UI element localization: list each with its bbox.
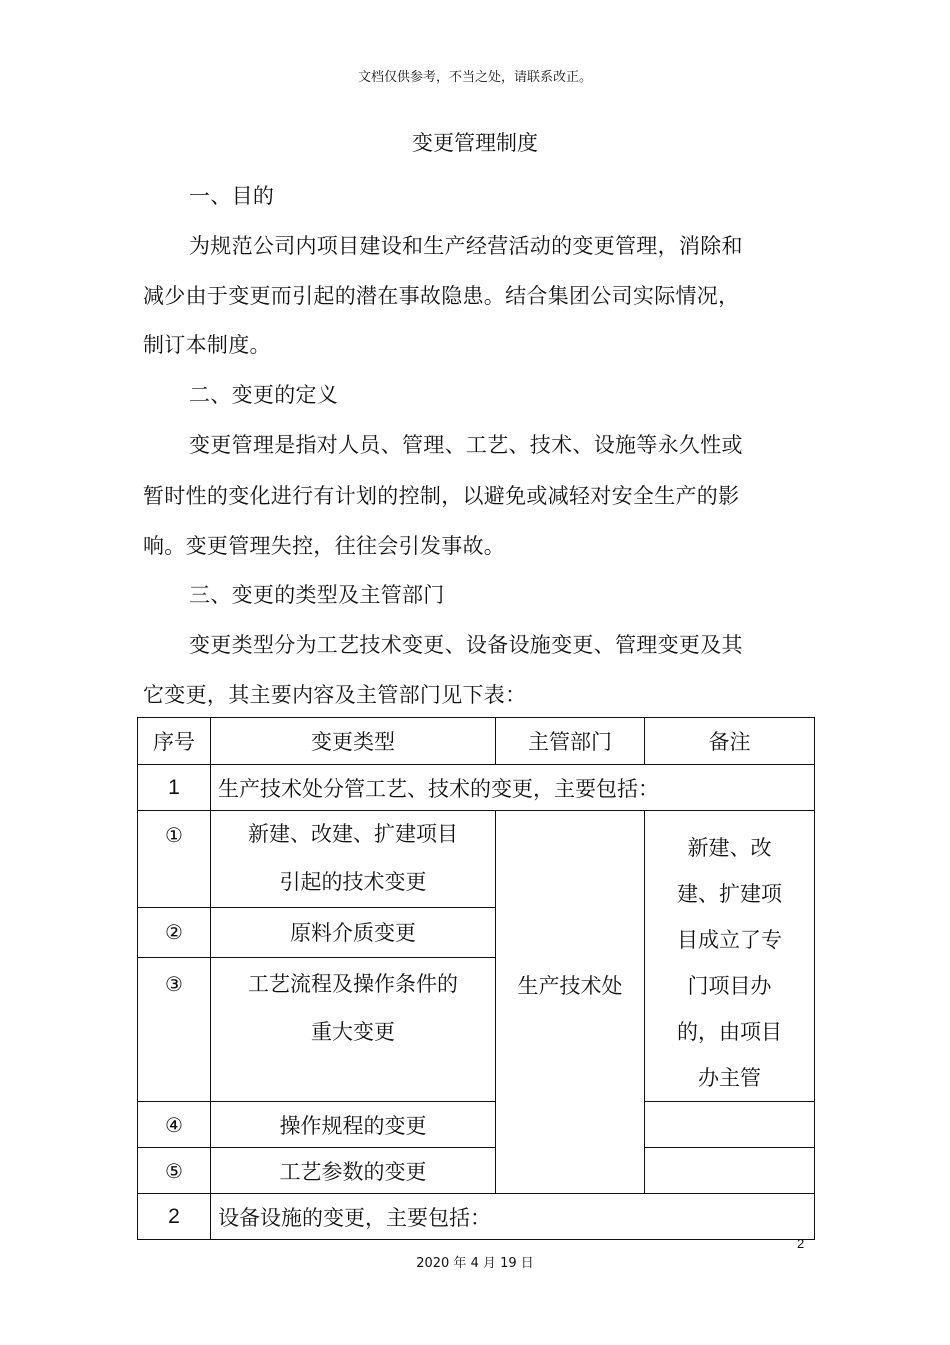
note-cell-empty: [645, 1148, 815, 1194]
paragraph-line: 变更管理是指对人员、管理、工艺、技术、设施等永久性或: [189, 433, 743, 457]
dept-cell: 生产技术处: [496, 811, 645, 1194]
type-line: 重大变更: [311, 1019, 395, 1044]
paragraph-line: 变更类型分为工艺技术变更、设备设施变更、管理变更及其: [189, 633, 743, 657]
group-number: 2: [138, 1194, 211, 1240]
document-title: 变更管理制度: [412, 131, 538, 155]
header-cell-note: 备注: [645, 718, 815, 765]
table-row: [138, 811, 815, 908]
row-number: ③: [138, 957, 211, 1101]
section-1-heading: 一、目的: [189, 184, 275, 208]
row-number: ①: [138, 811, 211, 908]
row-change-type: 操作规程的变更: [211, 1102, 496, 1148]
row-change-type: [211, 811, 496, 908]
note-cell-empty: [645, 1102, 815, 1148]
page-number: 2: [797, 1236, 805, 1251]
type-line: 引起的技术变更: [279, 870, 427, 894]
note-line: 的，由项目: [677, 1020, 782, 1044]
row-number: ④: [138, 1102, 211, 1148]
table-row: [138, 1102, 815, 1148]
paragraph-line: 制订本制度。: [143, 333, 271, 357]
table-group-row: [138, 765, 815, 811]
row-change-type: 原料介质变更: [211, 908, 496, 957]
header-cell-dept: 主管部门: [496, 718, 645, 765]
row-number: ⑤: [138, 1148, 211, 1194]
paragraph-line: 暂时性的变化进行有计划的控制，以避免或减轻对安全生产的影: [143, 484, 740, 508]
row-change-type: [211, 957, 496, 1101]
group-description: 设备设施的变更，主要包括：: [211, 1194, 815, 1240]
table-header-row: [138, 718, 815, 765]
note-line: 建、扩建项: [677, 882, 782, 906]
header-cell-seq: 序号: [138, 718, 211, 765]
note-cell: [645, 811, 815, 1102]
row-change-type: 工艺参数的变更: [211, 1148, 496, 1194]
paragraph-line: 响。变更管理失控，往往会引发事故。: [143, 534, 506, 558]
table-group-row: [138, 1194, 815, 1240]
note-line: 门项目办: [687, 974, 772, 998]
group-description: 生产技术处分管工艺、技术的变更，主要包括：: [211, 765, 815, 811]
section-3-heading: 三、变更的类型及主管部门: [189, 583, 445, 607]
note-line: 办主管: [698, 1066, 761, 1090]
row-number: ②: [138, 908, 211, 957]
header-cell-type: 变更类型: [211, 718, 496, 765]
section-2-heading: 二、变更的定义: [189, 383, 339, 407]
page-header-note: 文档仅供参考，不当之处，请联系改正。: [357, 70, 592, 85]
change-type-table: [137, 717, 815, 1240]
group-number: 1: [138, 765, 211, 811]
paragraph-line: 减少由于变更而引起的潜在事故隐患。结合集团公司实际情况，: [143, 284, 740, 308]
paragraph-line: 为规范公司内项目建设和生产经营活动的变更管理，消除和: [189, 234, 743, 258]
table-row: [138, 1148, 815, 1194]
type-line: 工艺流程及操作条件的: [248, 971, 458, 996]
note-line: 新建、改: [687, 836, 772, 860]
page-footer-date: 2020 年 4 月 19 日: [416, 1256, 534, 1271]
paragraph-line: 它变更，其主要内容及主管部门见下表：: [143, 683, 527, 707]
type-line: 新建、改建、扩建项目: [248, 822, 458, 846]
note-line: 目成立了专: [677, 928, 782, 952]
